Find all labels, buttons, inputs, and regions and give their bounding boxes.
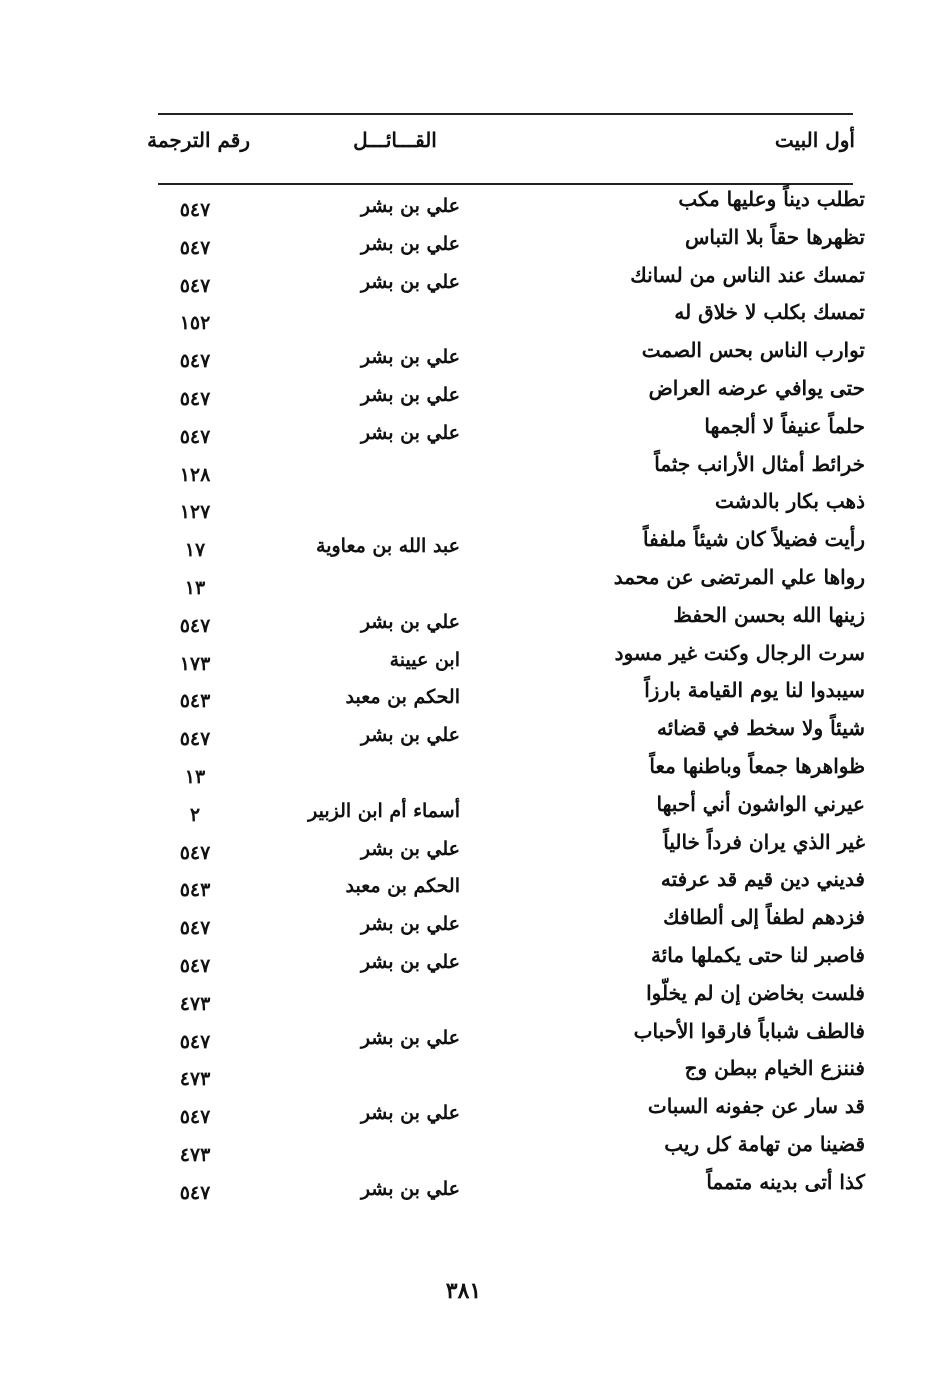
tarjama-number: ١٢٨ (179, 463, 211, 486)
verse-start: قضينا من تهامة كل ريب (664, 1131, 865, 1156)
tarjama-number: ١٢٧ (179, 501, 211, 524)
tarjama-number: ٥٤٧ (179, 841, 211, 864)
table-row (0, 450, 927, 488)
verse-start: كذا أتى بدينه متمماً (706, 1169, 865, 1194)
tarjama-number: ٥٤٧ (179, 1030, 211, 1053)
tarjama-number: ٥٤٧ (179, 614, 211, 637)
speaker: الحكم بن معبد (345, 686, 460, 709)
table-row (0, 714, 927, 752)
verse-start: فزدهم لطفاً إلى ألطافك (663, 905, 865, 930)
speaker: أسماء أم ابن الزبير (308, 799, 460, 822)
verse-start: غير الذي يران فرداً خالياً (663, 829, 865, 854)
tarjama-number: ٥٤٧ (179, 350, 211, 373)
speaker: علي بن بشر (360, 421, 460, 444)
tarjama-number: ٥٤٧ (179, 425, 211, 448)
header-verse-start: أول البيت (774, 128, 855, 152)
speaker: عبد الله بن معاوية (316, 535, 460, 558)
table-row (0, 185, 927, 223)
table-row (0, 223, 927, 261)
table-row (0, 828, 927, 866)
tarjama-number: ٥٤٧ (179, 387, 211, 410)
speaker: علي بن بشر (360, 1102, 460, 1125)
table-row (0, 865, 927, 903)
table-row (0, 261, 927, 299)
verse-start: حلماً عنيفاً لا ألجمها (704, 413, 865, 438)
tarjama-number: ٥٤٣ (179, 879, 211, 902)
table-row (0, 487, 927, 525)
table-row (0, 525, 927, 563)
speaker: علي بن بشر (360, 232, 460, 255)
speaker: علي بن بشر (360, 837, 460, 860)
verse-start: رأيت فضيلاً كان شيئاً ملففاً (642, 527, 865, 552)
table-row (0, 903, 927, 941)
speaker: علي بن بشر (360, 1026, 460, 1049)
header-speaker: القـــائـــل (353, 128, 437, 152)
table-row (0, 676, 927, 714)
speaker: علي بن بشر (360, 610, 460, 633)
table-row (0, 336, 927, 374)
tarjama-number: ٥٤٧ (179, 274, 211, 297)
verse-start: ذهب بكار بالدشت (714, 489, 865, 514)
verse-start: تمسك بكلب لا خلاق له (674, 300, 865, 325)
tarjama-number: ٥٤٧ (179, 954, 211, 977)
tarjama-number: ٥٤٧ (179, 917, 211, 940)
speaker: علي بن بشر (360, 724, 460, 747)
speaker: علي بن بشر (360, 950, 460, 973)
table-row (0, 639, 927, 677)
tarjama-number: ٤٧٣ (179, 992, 211, 1015)
speaker: الحكم بن معبد (345, 875, 460, 898)
tarjama-number: ٥٤٧ (179, 1181, 211, 1204)
verse-start: تظهرها حقاً بلا التباس (684, 224, 865, 249)
table-row (0, 298, 927, 336)
verse-start: سيبدوا لنا يوم القيامة بارزاً (644, 678, 865, 703)
verse-start: زينها الله بحسن الحفظ (673, 602, 865, 627)
speaker: علي بن بشر (360, 383, 460, 406)
table-row (0, 790, 927, 828)
tarjama-number: ١٣ (184, 576, 206, 599)
verse-start: عيرني الواشون أني أحبها (656, 791, 865, 816)
tarjama-number: ١٥٢ (179, 312, 211, 335)
tarjama-number: ٥٤٣ (179, 690, 211, 713)
verse-start: فالطف شباباً فارقوا الأحباب (633, 1018, 865, 1043)
header-tarjama-number: رقم الترجمة (147, 128, 250, 152)
speaker: علي بن بشر (360, 913, 460, 936)
tarjama-number: ٥٤٧ (179, 236, 211, 259)
table-row (0, 1168, 927, 1206)
speaker: علي بن بشر (360, 1177, 460, 1200)
table-row (0, 752, 927, 790)
table-row (0, 601, 927, 639)
tarjama-number: ٥٤٧ (179, 199, 211, 221)
table-row (0, 563, 927, 601)
tarjama-number: ١٧٣ (179, 652, 211, 675)
verse-start: ظواهرها جمعاً وباطنها معاً (649, 753, 865, 778)
verse-start: توارب الناس بحس الصمت (641, 338, 865, 363)
tarjama-number: ٥٤٧ (179, 728, 211, 751)
verse-start: فلست بخاضن إن لم يخلّوا (646, 980, 865, 1005)
page-number: ٣٨١ (445, 1278, 482, 1304)
table-row (0, 374, 927, 412)
speaker: ابن عيينة (389, 648, 460, 671)
verse-start: سرت الرجال وكنت غير مسود (614, 640, 865, 665)
tarjama-number: ٥٤٧ (179, 1106, 211, 1129)
verse-start: قد سار عن جفونه السبات (647, 1094, 865, 1119)
table-row (0, 979, 927, 1017)
table-row (0, 412, 927, 450)
tarjama-number: ٤٧٣ (179, 1068, 211, 1091)
verse-start: رواها علي المرتضى عن محمد (613, 564, 865, 589)
verse-start: فاصبر لنا حتى يكملها مائة (650, 942, 865, 967)
verse-start: شيئاً ولا سخط في قضائه (656, 716, 865, 741)
tarjama-number: ٤٧٣ (179, 1143, 211, 1166)
top-rule (158, 113, 853, 115)
index-table (0, 185, 927, 1206)
tarjama-number: ١٧ (184, 539, 206, 562)
speaker: علي بن بشر (360, 270, 460, 293)
verse-start: خرائط أمثال الأرانب جثماً (654, 451, 865, 476)
speaker: علي بن بشر (360, 346, 460, 369)
tarjama-number: ٢ (189, 803, 201, 826)
table-row (0, 1092, 927, 1130)
verse-start: تمسك عند الناس من لسانك (630, 262, 865, 287)
verse-start: فديني دين قيم قد عرفته (660, 867, 865, 892)
table-row (0, 1017, 927, 1055)
table-row (0, 1054, 927, 1092)
verse-start: فننزع الخيام ببطن وج (684, 1056, 865, 1081)
table-row (0, 1130, 927, 1168)
verse-start: تطلب ديناً وعليها مكب (678, 187, 865, 211)
speaker: علي بن بشر (360, 195, 460, 217)
table-row (0, 941, 927, 979)
verse-start: حتى يوافي عرضه العراض (648, 375, 865, 400)
tarjama-number: ١٣ (184, 765, 206, 788)
